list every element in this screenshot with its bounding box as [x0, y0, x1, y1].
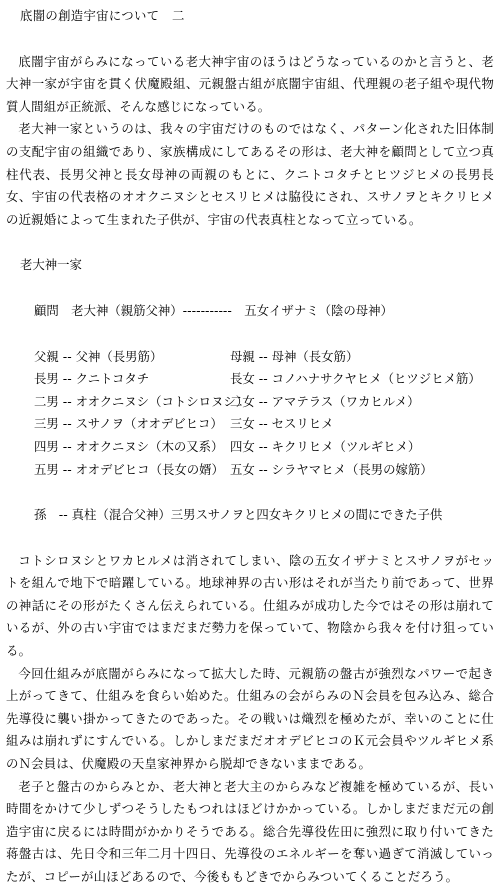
family-member-male: 五男 -- オオデビヒコ（長女の婿）: [34, 461, 224, 477]
family-member-female: 母親 -- 母神（長女筋）: [230, 348, 359, 364]
advisor-line: 顧問 老大神（親筋父神）----------- 五女イザナミ（陰の母神）: [34, 302, 393, 318]
family-member-male: 三男 -- スサノヲ（オオデビヒコ）: [34, 416, 223, 432]
document-title: 底闇の創造宇宙について 二: [20, 8, 185, 23]
family-member-female: 二女 -- アマテラス（ワカヒルメ）: [230, 393, 420, 409]
document-page: [6, 5, 494, 889]
spacer: [6, 277, 494, 300]
family-member-female: 五女 -- シラヤマヒメ（長男の嫁筋）: [230, 461, 433, 477]
intro-paragraph-2: 老大神一家というのは、我々の宇宙だけのものではなく、パターン化された旧体制の支配宇宙の組織であり、家族構成にしてあるその形は、老大神を顧問として立つ真柱代表、長男父神と長女母神の両親のもとに、クニトコタチとヒツジヒメの長男長女、宇宙の代表格のオオクニヌシとセスリヒメは脇役にされ、スサノヲとキクリヒメの近親婚によって生まれた子供が、宇宙の代表真柱となって立っている。: [6, 121, 494, 227]
family-heading: 老大神一家: [20, 257, 82, 273]
family-member-female: 三女 -- セスリヒメ: [230, 416, 334, 432]
family-member-female: 長女 -- コノハナサクヤヒメ（ヒツジヒメ筋）: [230, 371, 481, 387]
family-table: [34, 346, 494, 482]
intro-paragraph-1: 底闇宇宙がらみになっている老大神宇宙のほうはどうなっているのかと言うと、老大神一家が宇宙を貫く伏魔殿組、元親盤古組が底闇宇宙組、代理親の老子組や現代物質人間組が正統派、そんな感じになっている。: [6, 53, 494, 114]
grandchild-line: 孫 -- 真柱（混合父神）三男スサノヲと四女キクリヒメの間にできた子供: [34, 507, 443, 523]
family-member-female: 四女 -- キクリヒメ（ツルギヒメ）: [230, 438, 421, 454]
spacer: [6, 323, 494, 346]
spacer: [6, 28, 494, 51]
family-member-male: 二男 -- オオクニヌシ（コトシロヌシ）: [34, 393, 249, 409]
outro-paragraph-1: コトシロヌシとワカヒルメは消されてしまい、陰の五女イザナミとスサノヲがセットを組んで地下で暗躍している。地球神界の古い形はそれが当たり前であって、世界の神話にその形がたくさん伝えられている。仕組みが成功した今ではその形は崩れているが、外の古い宇宙ではまだまだ勢力を保っていて、物陰から我々を付け狙っている。: [6, 552, 494, 659]
family-member-male: 長男 -- クニトコタチ: [34, 371, 150, 387]
outro-paragraph-3: 老子と盤古のからみとか、老大神と老大主のからみなど複雑を極めているが、長い時間をかけて少しずつそうしたもつれはほどけかかっている。しかしまだまだ元の創造宇宙に戻るには時間がかかりそうである。総合先導役佐田に強烈に取り付いてきた蒋盤古は、先日令和三年二月十四日、先導役のエネルギーを奪い過ぎて消滅していったが、コピーが山ほどあるので、今後ももどきでからみついてくることだろう。: [6, 778, 494, 884]
outro-paragraph-2: 今回仕組みが底闇がらみになって拡大した時、元親筋の盤古が強烈なパワーで起き上がってきて、仕組みを食らい始めた。仕組みの会がらみのＮ会員を包み込み、総合先導役に襲い掛かってきたのであった。その戦いは熾烈を極めたが、幸いのことに仕組みは崩れずにすんでいる。しかしまだまだオオデビヒコのＫ元会員やツルギヒメ系のＮ会員は、伏魔殿の天皇家神界から脱却できないままである。: [6, 665, 494, 772]
family-member-male: 父親 -- 父神（長男筋）: [34, 348, 163, 364]
spacer: [6, 527, 494, 550]
family-member-male: 四男 -- オオクニヌシ（木の又系）: [34, 438, 224, 454]
spacer: [6, 231, 494, 254]
spacer: [6, 481, 494, 504]
